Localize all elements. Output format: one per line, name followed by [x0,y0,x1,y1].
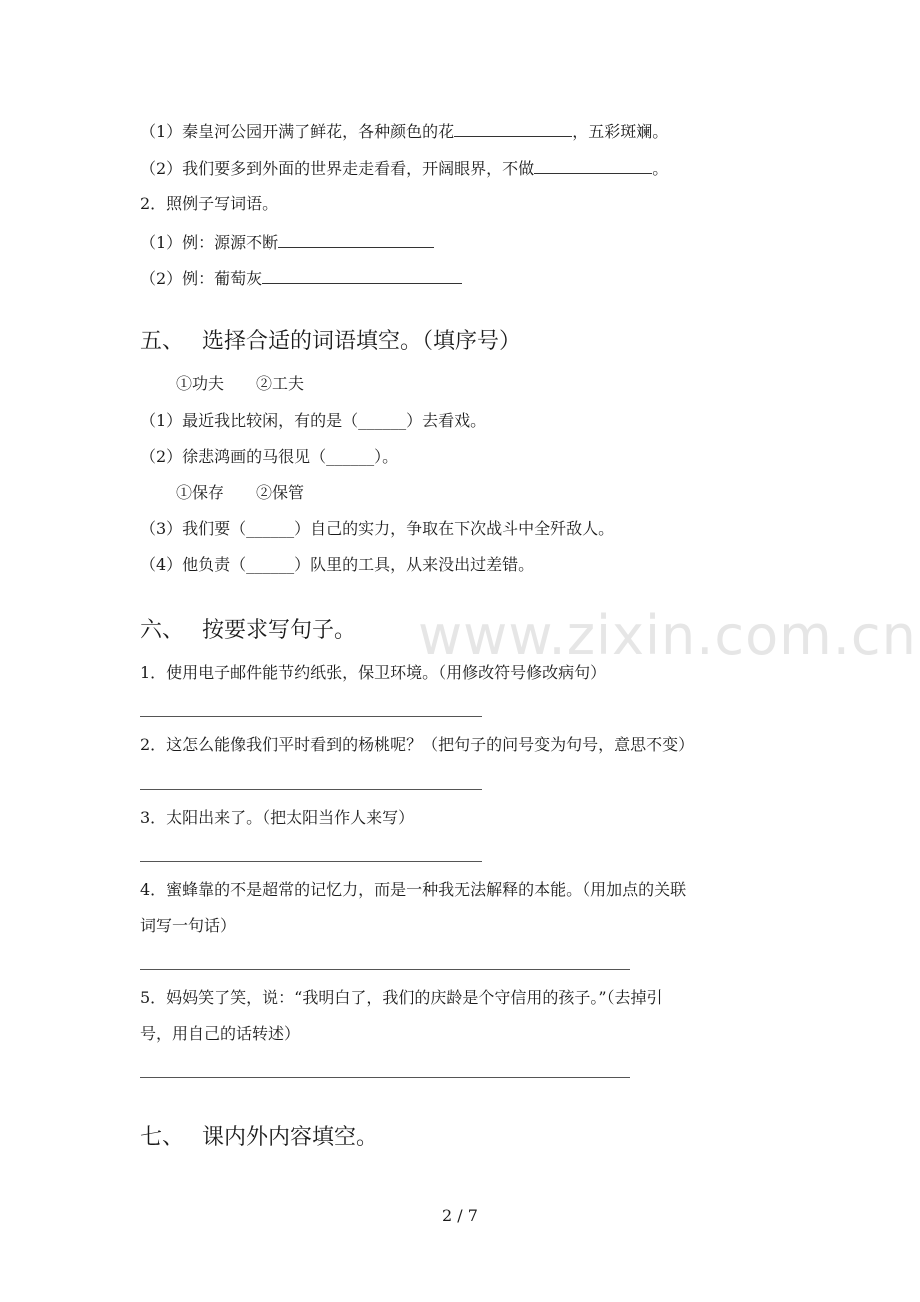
question-6-5-line2: 号，用自己的话转述） [140,1024,301,1043]
section-number: 七、 [140,1125,185,1150]
question-5-4: （4）他负责（______）队里的工具，从来没出过差错。 [140,555,535,574]
question-text: ，五彩斑斓。 [572,122,669,141]
question-4-1-1 [140,120,668,142]
answer-blank[interactable] [262,267,462,284]
answer-line[interactable] [140,716,482,717]
section-title: 按要求写句子。 [202,618,357,643]
section-7-heading [140,1124,378,1152]
answer-line[interactable] [140,789,482,790]
section-title: 课内外内容填空。 [202,1125,379,1150]
question-5-1: （1）最近我比较闲，有的是（______）去看戏。 [140,411,487,430]
question-text: （1）例：源源不断 [140,233,279,252]
question-text: （2）我们要多到外面的世界走走看看，开阔眼界，不做 [140,159,535,178]
question-6-4-line2: 词写一句话） [140,916,237,935]
question-5-3: （3）我们要（______）自己的实力，争取在下次战斗中全歼敌人。 [140,519,615,538]
question-4-1-2 [140,157,668,179]
section-number: 五、 [140,329,185,354]
question-text: （1）秦皇河公园开满了鲜花，各种颜色的花 [140,122,455,141]
question-5-2: （2）徐悲鸿画的马很见（______）。 [140,447,399,466]
question-text: （2）例：葡萄灰 [140,269,263,288]
question-6-1: 1．使用电子邮件能节约纸张，保卫环境。（用修改符号修改病句） [140,663,607,682]
options-group-b: ①保存 ②保管 [176,483,305,502]
question-6-5-line1: 5．妈妈笑了笑，说：“我明白了，我们的庆龄是个守信用的孩子。”（去掉引 [140,988,663,1007]
question-6-4-line1: 4．蜜蜂靠的不是超常的记忆力，而是一种我无法解释的本能。（用加点的关联 [140,880,687,899]
question-text: 。 [652,159,669,178]
question-4-2-1 [140,231,434,253]
question-6-2: 2．这怎么能像我们平时看到的杨桃呢？（把句子的问号变为句号，意思不变） [140,735,695,754]
answer-line[interactable] [140,969,630,970]
page-number: 2 / 7 [442,1206,478,1225]
question-4-2: 2．照例子写词语。 [140,194,279,213]
section-6-heading [140,617,356,645]
answer-blank[interactable] [278,231,434,248]
section-title: 选择合适的词语填空。（填序号） [202,329,522,354]
question-6-3: 3．太阳出来了。（把太阳当作人来写） [140,808,415,827]
question-4-2-2 [140,267,462,289]
answer-blank[interactable] [534,157,652,174]
answer-line[interactable] [140,1077,630,1078]
answer-blank[interactable] [454,120,572,137]
options-group-a: ①功夫 ②工夫 [176,374,305,393]
watermark: www.zixin.com.cn [418,604,917,667]
section-5-heading [140,328,521,356]
answer-line[interactable] [140,861,482,862]
section-number: 六、 [140,618,185,643]
